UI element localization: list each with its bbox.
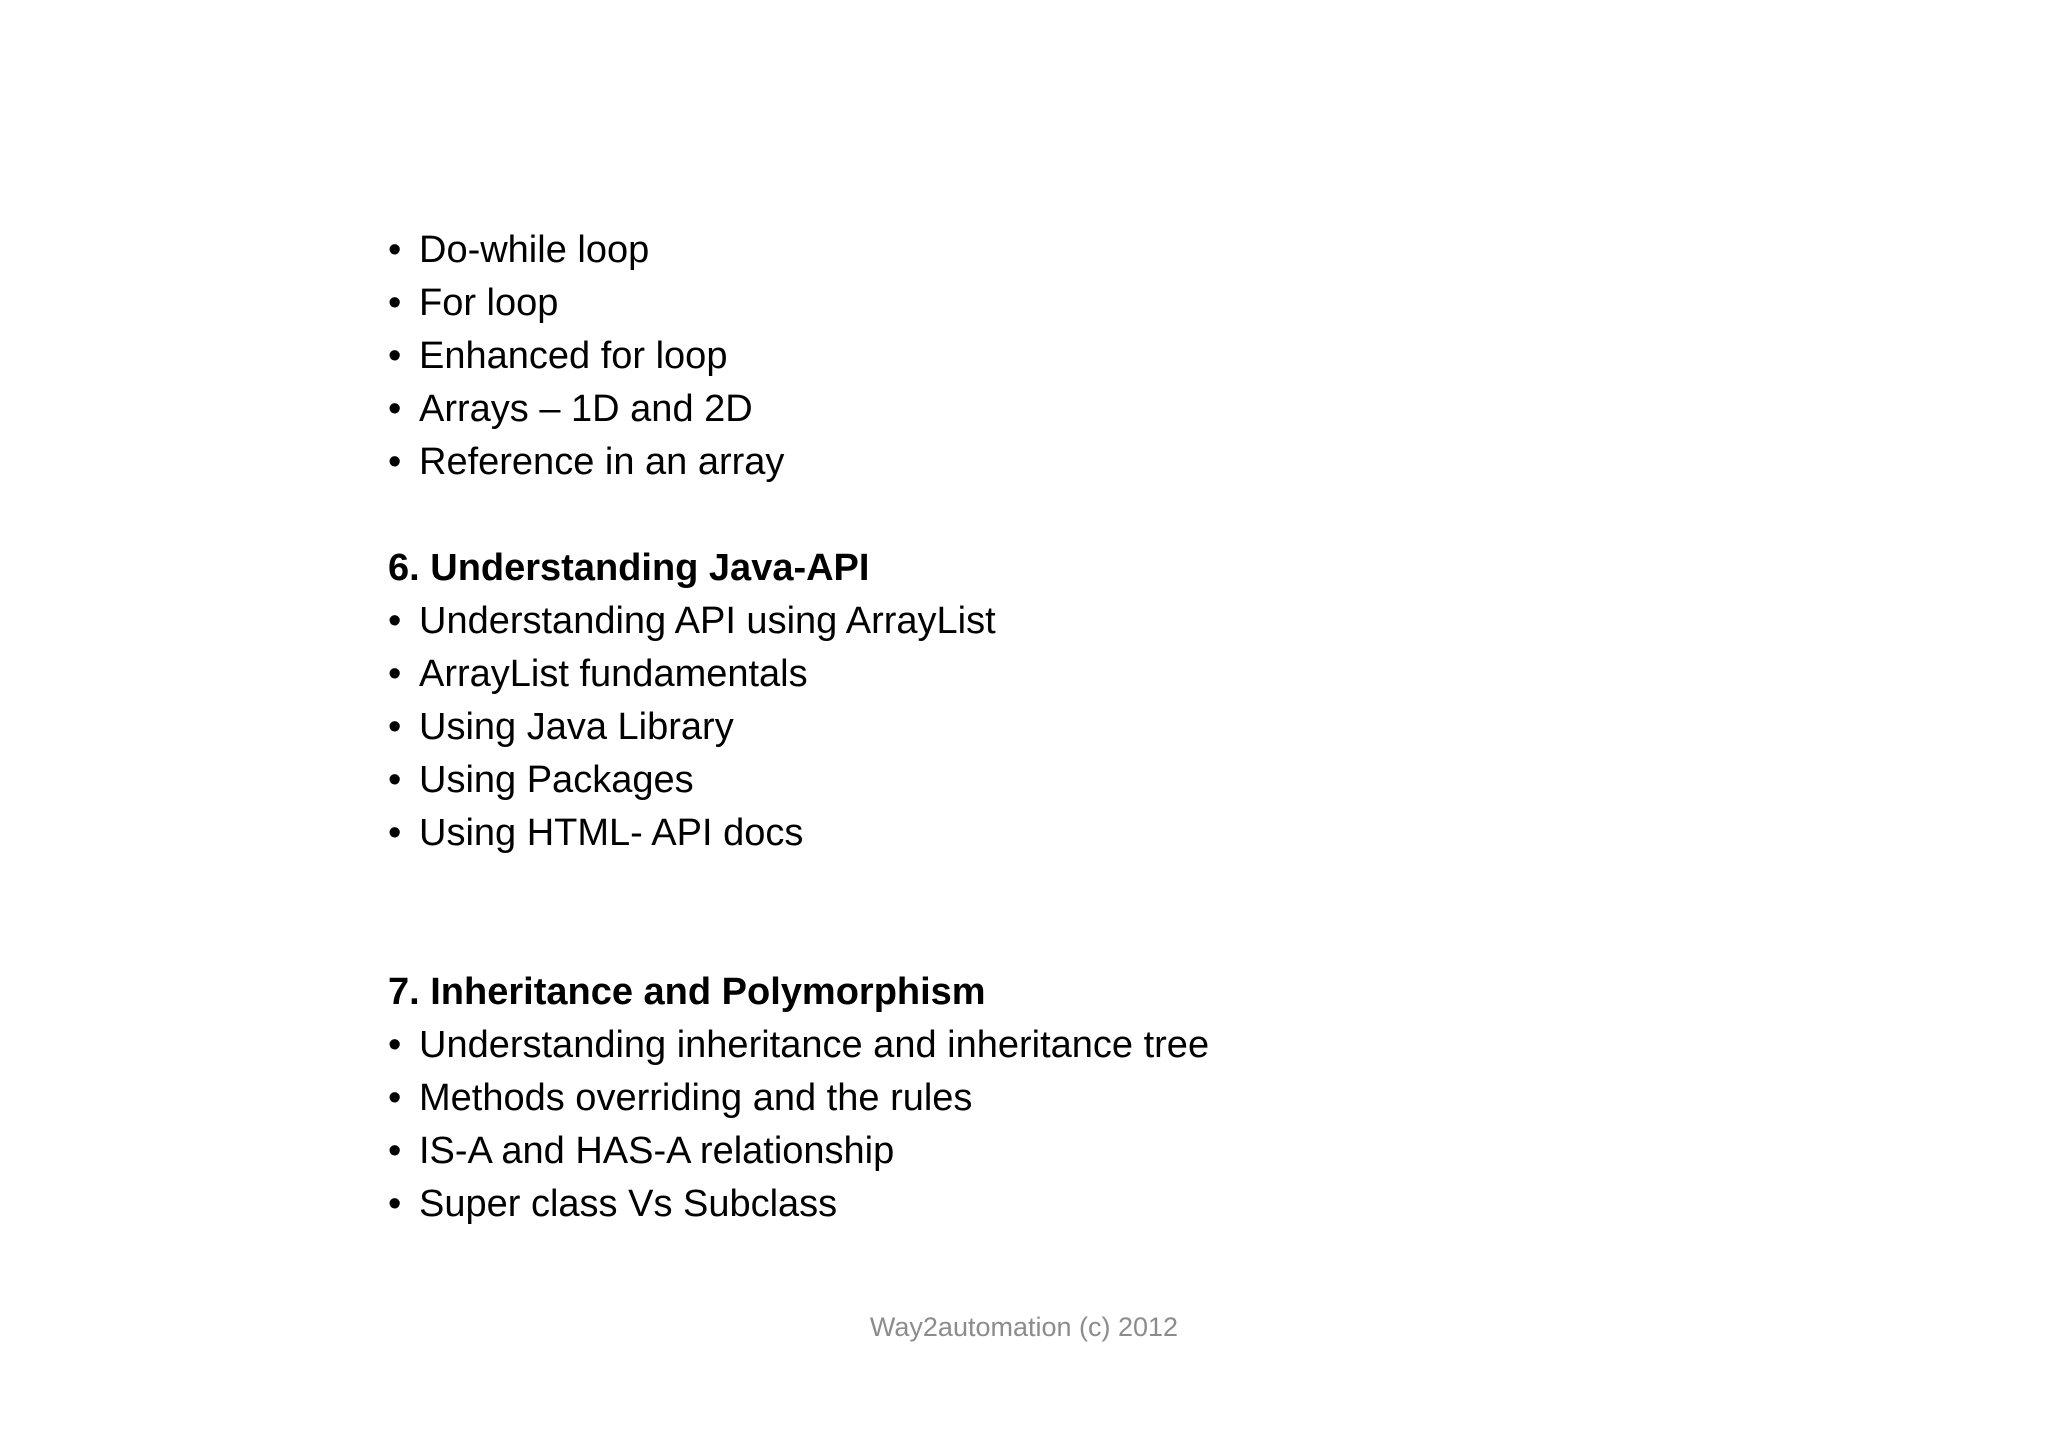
list-item [388, 1125, 1688, 1178]
list-item-text: Understanding inheritance and inheritance tree [419, 1024, 1210, 1066]
list-item-text: Using HTML- API docs [419, 812, 804, 854]
list-item-text: Enhanced for loop [419, 335, 728, 377]
list-item [388, 754, 1688, 807]
list-item [388, 330, 1688, 383]
section-spacer [388, 489, 1688, 542]
list-item [388, 807, 1688, 860]
bullet-icon: • [388, 706, 402, 748]
bullet-icon: • [388, 1024, 402, 1066]
bullet-icon: • [388, 600, 402, 642]
bullet-icon: • [388, 812, 402, 854]
list-item-text: Arrays – 1D and 2D [419, 388, 753, 430]
list-item [388, 224, 1688, 277]
bullet-icon: • [388, 759, 402, 801]
list-item [388, 436, 1688, 489]
list-item-text: Methods overriding and the rules [419, 1077, 973, 1119]
section-spacer [388, 860, 1688, 966]
list-item [388, 648, 1688, 701]
list-item-text: Reference in an array [419, 441, 785, 483]
bullet-icon: • [388, 1130, 402, 1172]
list-item-text: For loop [419, 282, 559, 324]
bullet-icon: • [388, 229, 402, 271]
bullet-icon: • [388, 282, 402, 324]
section-heading-inheritance: 7. Inheritance and Polymorphism [388, 971, 986, 1013]
list-item-text: Understanding API using ArrayList [419, 600, 996, 642]
bullet-icon: • [388, 1183, 402, 1225]
list-item [388, 595, 1688, 648]
bullet-icon: • [388, 388, 402, 430]
bullet-icon: • [388, 653, 402, 695]
footer-copyright: Way2automation (c) 2012 [869, 1312, 1179, 1342]
section-heading-java-api: 6. Understanding Java-API [388, 547, 870, 589]
bullet-icon: • [388, 335, 402, 377]
list-item-text: Using Packages [419, 759, 694, 801]
list-item [388, 1019, 1688, 1072]
slide-content [388, 224, 1688, 1231]
list-item-text: Do-while loop [419, 229, 650, 271]
bullet-icon: • [388, 1077, 402, 1119]
list-item [388, 277, 1688, 330]
list-item [388, 383, 1688, 436]
list-item-text: IS-A and HAS-A relationship [419, 1130, 895, 1172]
list-item [388, 1178, 1688, 1231]
list-item-text: Super class Vs Subclass [419, 1183, 838, 1225]
bullet-icon: • [388, 441, 402, 483]
list-item [388, 1072, 1688, 1125]
list-item [388, 701, 1688, 754]
list-item-text: Using Java Library [419, 706, 734, 748]
list-item-text: ArrayList fundamentals [419, 653, 808, 695]
